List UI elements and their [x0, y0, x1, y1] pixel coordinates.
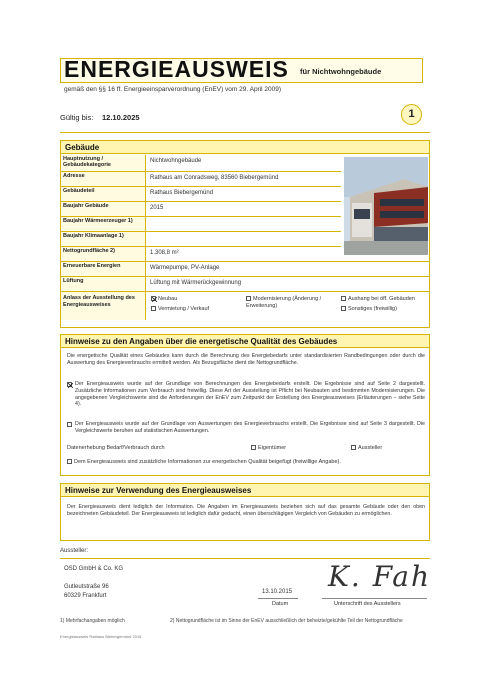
row-baujahr-klimaanlage [61, 232, 341, 247]
footnote-2: 2) Nettogrundfläche ist im Sinne der EnEV ausschließlich der beheizte/gekühlte Teil der Nettogrundfläche [170, 618, 403, 624]
row-label: Gebäudeteil [61, 187, 146, 201]
consumption-based-checkbox[interactable] [67, 422, 74, 428]
row-hauptnutzung [61, 155, 341, 172]
row-label: Baujahr Gebäude [61, 202, 146, 216]
option-aushang[interactable]: Aushang bei öff. Gebäuden [341, 296, 415, 302]
row-label: Erneuerbare Energien [61, 262, 146, 276]
date-line [258, 598, 298, 599]
checkbox-icon[interactable] [351, 445, 356, 450]
row-value: Lüftung mit Wärmerückgewinnung [150, 280, 242, 286]
row-value: Wärmepumpe, PV-Anlage [150, 265, 220, 271]
checkbox-icon[interactable] [67, 459, 72, 464]
usage-notes-section [60, 483, 430, 541]
issuer-signature: K. Fah [328, 560, 431, 593]
row-value [148, 217, 152, 223]
row-baujahr-gebaeude [61, 202, 341, 217]
row-label: Baujahr Klimaanlage 1) [61, 232, 146, 246]
demand-based-paragraph: Der Energieausweis wurde auf der Grundlage von Berechnungen des Energiebedarfs erstellt. Die Ergebnisse sind auf Seite 2 dargestellt. Zusätzliche Informationen zum Verbrauch sind freiwillig. Diese Art der Ausstellung ist Pflicht bei Neubauten und bestimmten Modernisierungen. Die angegebenen Vergleichswerte sind die Anforderungen der EnEV zum Zeitpunkt der Erstellung des Energieausweises (Erläuterungen – siehe Seite 4). [75, 381, 425, 408]
row-gebaeudeteil [61, 187, 341, 202]
row-value: Rathaus Biebergemünd [150, 190, 214, 196]
row-label: Baujahr Wärmeerzeuger 1) [61, 217, 146, 231]
row-value [148, 232, 152, 238]
row-label: Lüftung [61, 277, 146, 291]
row-lueftung [61, 277, 429, 292]
consumption-based-paragraph: Der Energieausweis wurde auf der Grundlage von Auswertungen des Energieverbrauchs erstellt. Die Ergebnisse sind auf Seite 3 dargestellt. Die Vergleichswerte beruhen auf statistischen Auswertungen. [75, 421, 425, 434]
issuance-reason-label: Anlass der Ausstellung des Energieausweises [61, 292, 146, 320]
energy-quality-notes-heading: Hinweise zu den Angaben über die energetische Qualität des Gebäudes [61, 335, 429, 348]
date-label: Datum [272, 601, 289, 607]
document-title: ENERGIEAUSWEIS [64, 56, 289, 82]
row-baujahr-waermeerzeuger [61, 217, 341, 232]
building-section [60, 140, 430, 328]
row-value: 2015 [150, 205, 164, 211]
checked-checkbox-icon[interactable] [151, 296, 156, 301]
option-vermietung-verkauf[interactable]: Vermietung / Verkauf [151, 306, 209, 312]
legal-basis: gemäß den §§ 16 ff. Energieeinsparverordnung (EnEV) vom 29. April 2009) [64, 86, 282, 93]
footnote-1: 1) Mehrfachangaben möglich [60, 618, 125, 624]
attachment-option[interactable]: Dem Energieausweis sind zusätzliche Informationen zur energetischen Qualität beigefügt (freiwillige Angabe). [67, 459, 341, 465]
data-collection-label: Datenerhebung Bedarf/Verbrauch durch [67, 445, 165, 451]
row-adresse [61, 172, 341, 187]
valid-until-date: 12.10.2025 [102, 113, 140, 122]
row-label: Adresse [61, 172, 146, 186]
building-photo [344, 157, 428, 255]
issuer-label: Aussteller: [60, 548, 89, 554]
demand-based-checkbox[interactable] [67, 382, 74, 388]
data-by-owner-option[interactable]: Eigentümer [251, 445, 286, 451]
usage-notes-paragraph: Der Energieausweis dient lediglich der Information. Die Angaben im Energieausweis beziehen sich auf das gesamte Gebäude oder den oben bezeichneten Gebäudeteil. Der Energieausweis ist lediglich dafür gedacht, einen überschlägigen Vergleich von Gebäuden zu ermöglichen. [67, 504, 425, 517]
checked-checkbox-icon[interactable] [67, 382, 72, 387]
footer-id: Energieausweis Rathaus Biebergemünd 2015 [60, 634, 142, 639]
issuer-divider [60, 558, 430, 559]
signature-label: Unterschrift des Ausstellers [334, 601, 401, 607]
checkbox-icon[interactable] [341, 296, 346, 301]
option-modernisierung[interactable]: Modernisierung (Änderung / Erweiterung) [246, 296, 322, 309]
valid-until-label: Gültig bis: [60, 113, 94, 122]
page-number-badge: 1 [401, 104, 422, 125]
row-value: Nichtwohngebäude [150, 158, 202, 164]
option-neubau[interactable]: Neubau [151, 296, 177, 302]
checkbox-icon[interactable] [341, 306, 346, 311]
document-subtitle: für Nichtwohngebäude [300, 67, 382, 76]
usage-notes-heading: Hinweise zur Verwendung des Energieausweises [61, 484, 429, 497]
row-label: Hauptnutzung / Gebäudekategorie [61, 155, 146, 171]
row-erneuerbare-energien [61, 262, 429, 277]
row-value: 1.308,8 m² [150, 250, 179, 256]
checkbox-icon[interactable] [151, 306, 156, 311]
row-value: Rathaus am Conradsweg, 83560 Biebergemünd [150, 175, 279, 181]
signature-line [322, 598, 427, 599]
header-divider [60, 132, 430, 133]
option-sonstiges[interactable]: Sonstiges (freiwillig) [341, 306, 397, 312]
checkbox-icon[interactable] [251, 445, 256, 450]
checkbox-icon[interactable] [67, 422, 72, 427]
issuer-street: Gutleutstraße 96 [64, 584, 109, 590]
checkbox-icon[interactable] [246, 296, 251, 301]
issuer-city: 60329 Frankfurt [64, 593, 107, 599]
row-label: Nettogrundfläche 2) [61, 247, 146, 261]
intro-paragraph: Die energetische Qualität eines Gebäudes kann durch die Berechnung des Energiebedarfs unter standardisierten Randbedingungen oder durch die Auswertung des Energieverbrauchs ermittelt werden. Als Bezugsfläche dient die Nettogrundfläche. [67, 353, 425, 366]
building-heading: Gebäude [61, 141, 429, 154]
issuance-reason-row [61, 292, 429, 320]
issuer-company: OSD GmbH & Co. KG [64, 566, 124, 572]
issue-date: 13.10.2015 [262, 589, 293, 595]
energy-quality-notes-section [60, 334, 430, 476]
data-by-issuer-option[interactable]: Aussteller [351, 445, 382, 451]
